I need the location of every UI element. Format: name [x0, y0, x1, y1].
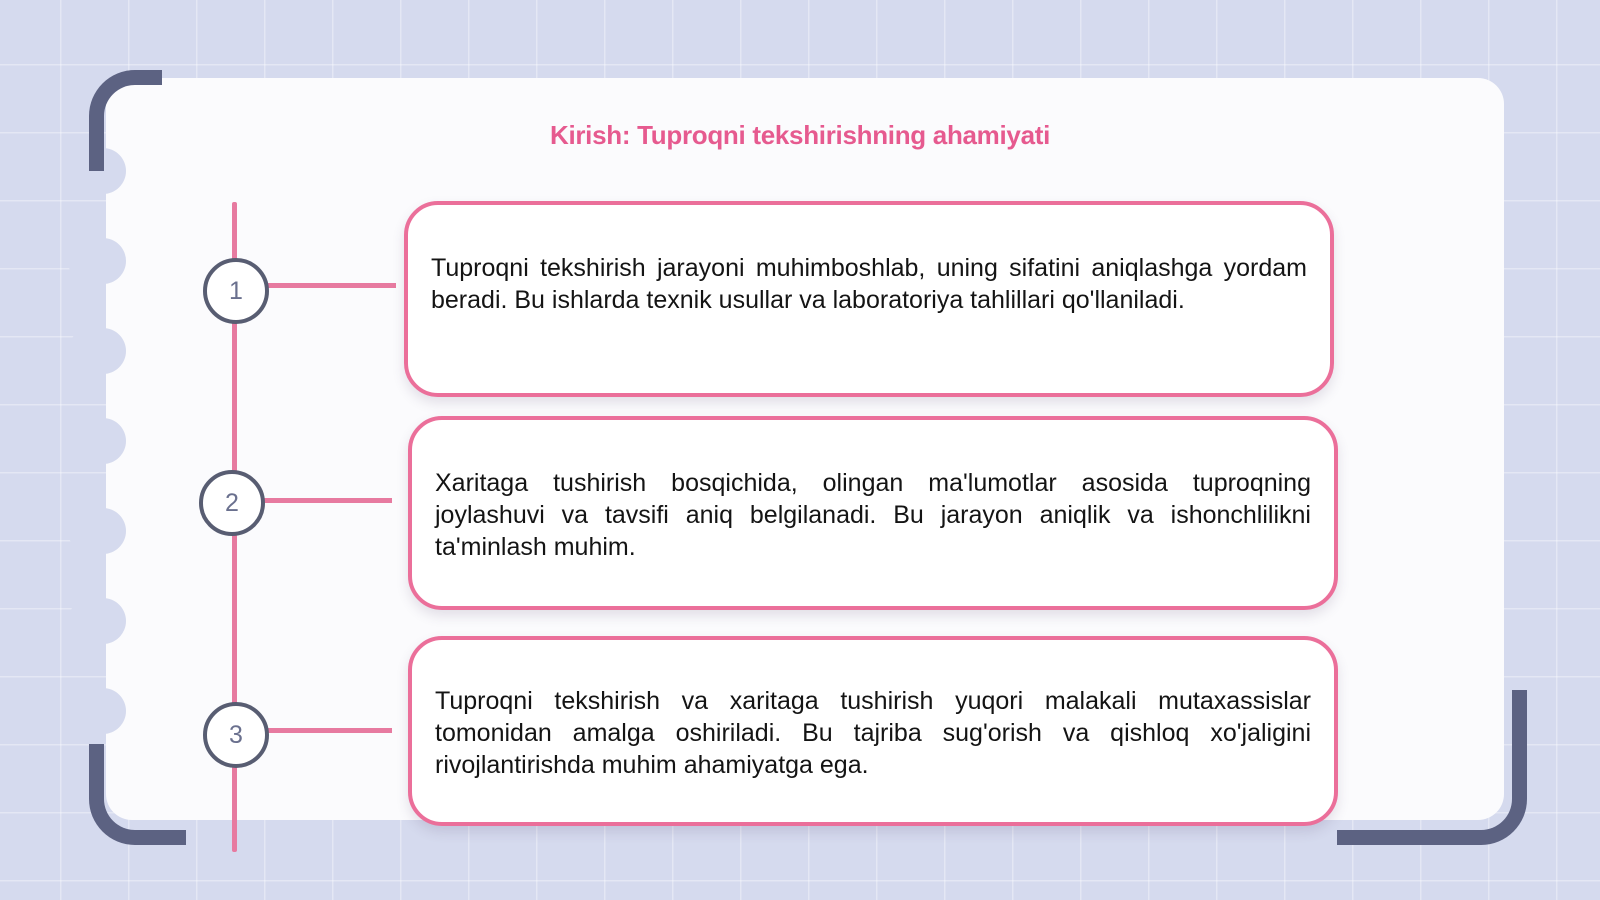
content-text: Tuproqni tekshirish jarayoni muhimboshlab, uning sifatini aniqlashga yordam beradi. Bu ishlarda texnik usullar va laboratoriya tahlillari qo'llaniladi.	[431, 254, 1307, 314]
corner-bracket-bottom-left	[89, 744, 186, 845]
content-text: Xaritaga tushirish bosqichida, olingan ma'lumotlar asosida tuproqning joylashuvi va tavsifi aniq belgilanadi. Bu jarayon aniqlik va ishonchlilikni ta'minlash muhim.	[435, 469, 1311, 561]
corner-bracket-bottom-right	[1337, 690, 1527, 845]
step-marker: 1	[203, 258, 269, 324]
card-edge-notch	[68, 598, 126, 644]
card-edge-notch	[68, 688, 126, 734]
card-edge-notch	[68, 238, 126, 284]
step-marker: 3	[203, 702, 269, 768]
slide-title: Kirish: Tuproqni tekshirishning ahamiyati	[549, 120, 1051, 150]
card-edge-notch	[68, 328, 126, 374]
timeline-connector	[264, 498, 392, 503]
card-edge-notch	[68, 418, 126, 464]
card-edge-notch	[68, 508, 126, 554]
corner-bracket-top-left	[89, 70, 162, 171]
timeline-connector	[268, 283, 396, 288]
timeline-connector	[268, 728, 392, 733]
step-marker: 2	[199, 470, 265, 536]
content-text: Tuproqni tekshirish va xaritaga tushirish yuqori malakali mutaxassislar tomonidan amalga oshiriladi. Bu tajriba sug'orish va qishloq xo'jaligini rivojlantirishda muhim ahamiyatga ega.	[435, 687, 1311, 779]
